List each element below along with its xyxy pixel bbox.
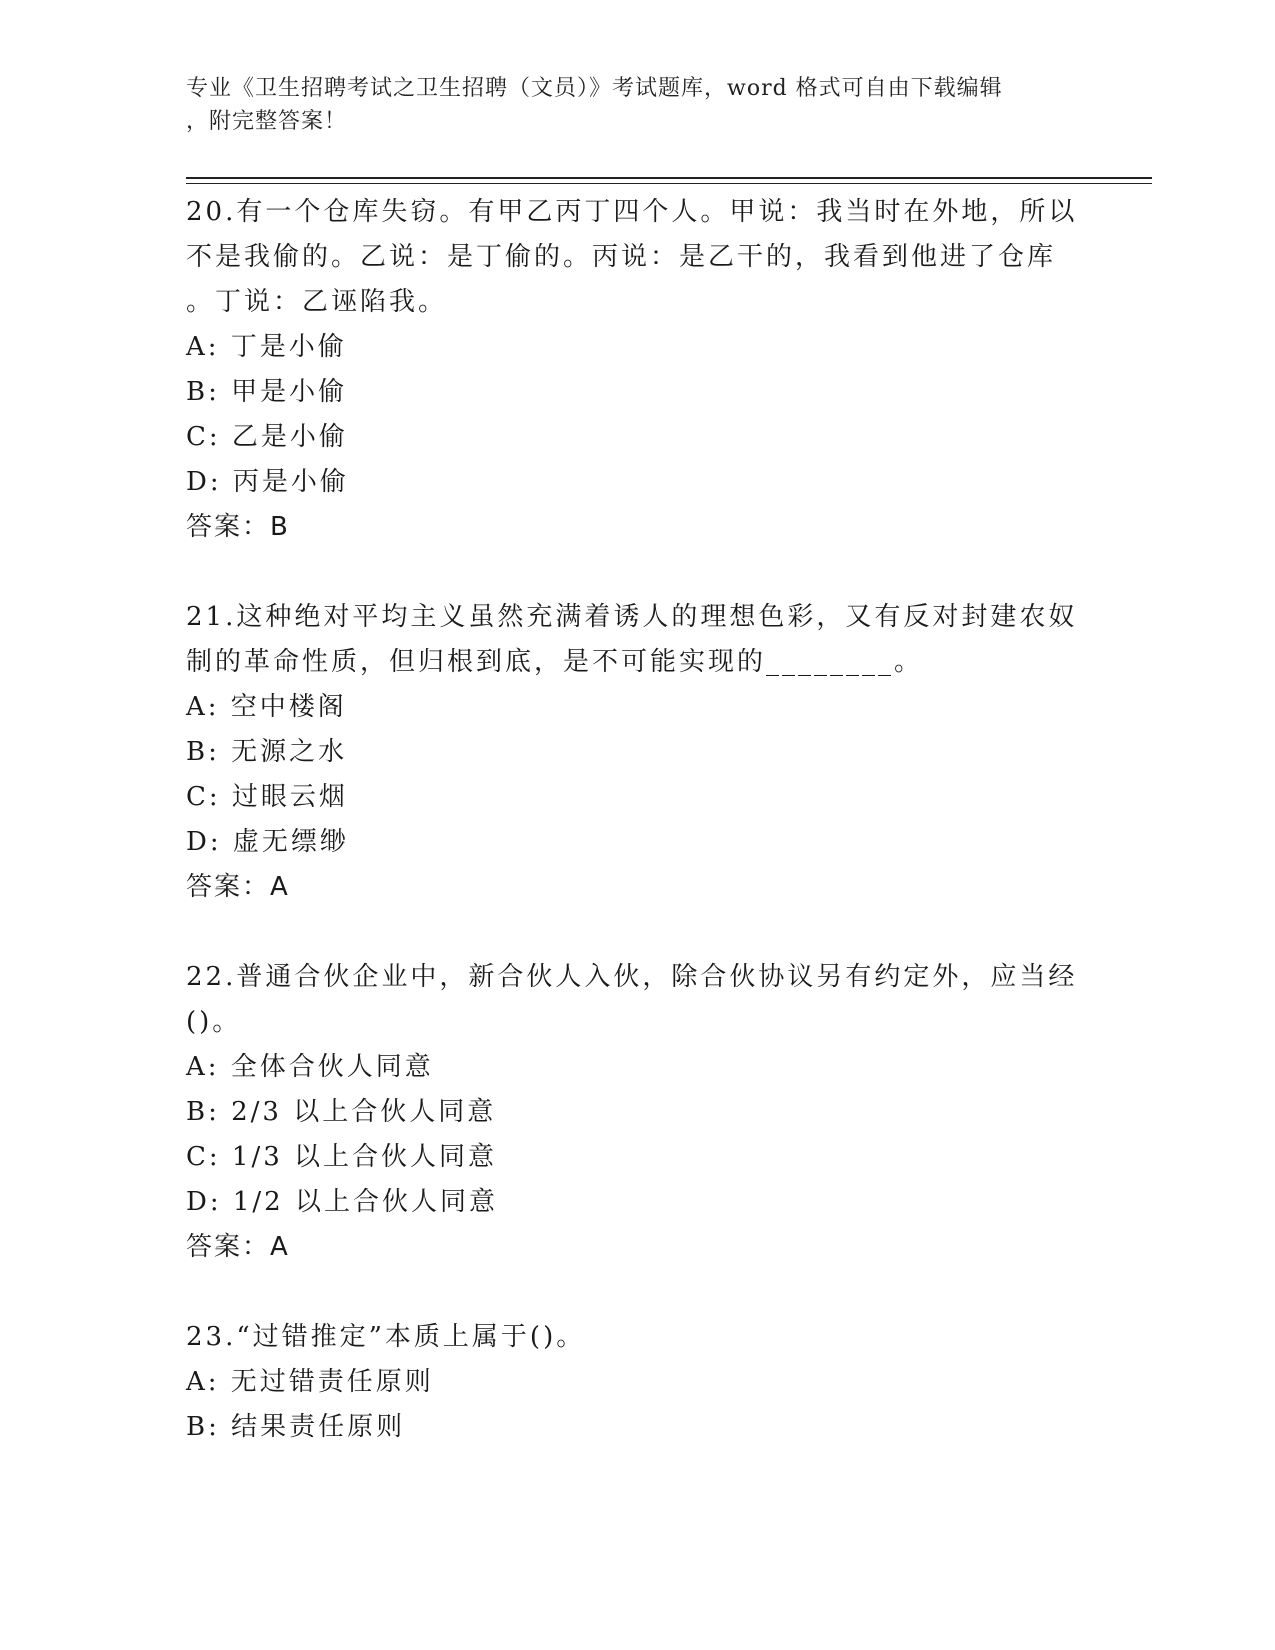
option-b: B: 甲是小偷 xyxy=(186,377,348,407)
option-c: C: 1/3 以上合伙人同意 xyxy=(186,1142,498,1172)
option-a: A: 全体合伙人同意 xyxy=(186,1052,434,1082)
answer: 答案：A xyxy=(186,1232,290,1262)
option-d: D: 丙是小偷 xyxy=(186,467,349,497)
question-text-line: 21.这种绝对平均主义虽然充满着诱人的理想色彩，又有反对封建农奴 xyxy=(186,602,1078,632)
option-b: B: 无源之水 xyxy=(186,737,348,767)
option-d: D: 1/2 以上合伙人同意 xyxy=(186,1187,498,1217)
question-text-line: 制的革命性质，但归根到底，是不可能实现的________。 xyxy=(186,647,924,677)
question-text-line: 20.有一个仓库失窃。有甲乙丙丁四个人。甲说：我当时在外地，所以 xyxy=(186,197,1078,227)
header-line-1: 专业《卫生招聘考试之卫生招聘（文员）》考试题库，word 格式可自由下载编辑 xyxy=(186,76,1003,101)
option-d: D: 虚无缥缈 xyxy=(186,827,349,857)
question-text-line: 22.普通合伙企业中，新合伙人入伙，除合伙协议另有约定外，应当经 xyxy=(186,962,1078,992)
spacer xyxy=(186,550,1086,595)
option-b: B: 2/3 以上合伙人同意 xyxy=(186,1097,497,1127)
header-line-2: ，附完整答案！ xyxy=(186,109,348,134)
question-text-line: 23.“过错推定”本质上属于()。 xyxy=(186,1322,586,1352)
option-a: A: 丁是小偷 xyxy=(186,332,347,362)
option-a: A: 空中楼阁 xyxy=(186,692,347,722)
option-c: C: 乙是小偷 xyxy=(186,422,348,452)
question-21 xyxy=(186,595,1086,910)
answer: 答案：B xyxy=(186,512,290,542)
question-22 xyxy=(186,955,1086,1270)
question-text-line: ()。 xyxy=(186,1007,242,1037)
question-text-line: 不是我偷的。乙说：是丁偷的。丙说：是乙干的，我看到他进了仓库 xyxy=(186,242,1057,272)
option-b: B: 结果责任原则 xyxy=(186,1412,406,1442)
option-c: C: 过眼云烟 xyxy=(186,782,348,812)
option-a: A: 无过错责任原则 xyxy=(186,1367,434,1397)
question-list xyxy=(186,190,1086,1450)
question-text-line: 。丁说：乙诬陷我。 xyxy=(186,287,448,317)
document-header xyxy=(186,72,1066,138)
question-23 xyxy=(186,1315,1086,1450)
question-20 xyxy=(186,190,1086,550)
header-divider-thin xyxy=(186,183,1152,184)
spacer xyxy=(186,1270,1086,1315)
spacer xyxy=(186,910,1086,955)
answer: 答案：A xyxy=(186,872,290,902)
header-divider-thick xyxy=(186,177,1152,179)
